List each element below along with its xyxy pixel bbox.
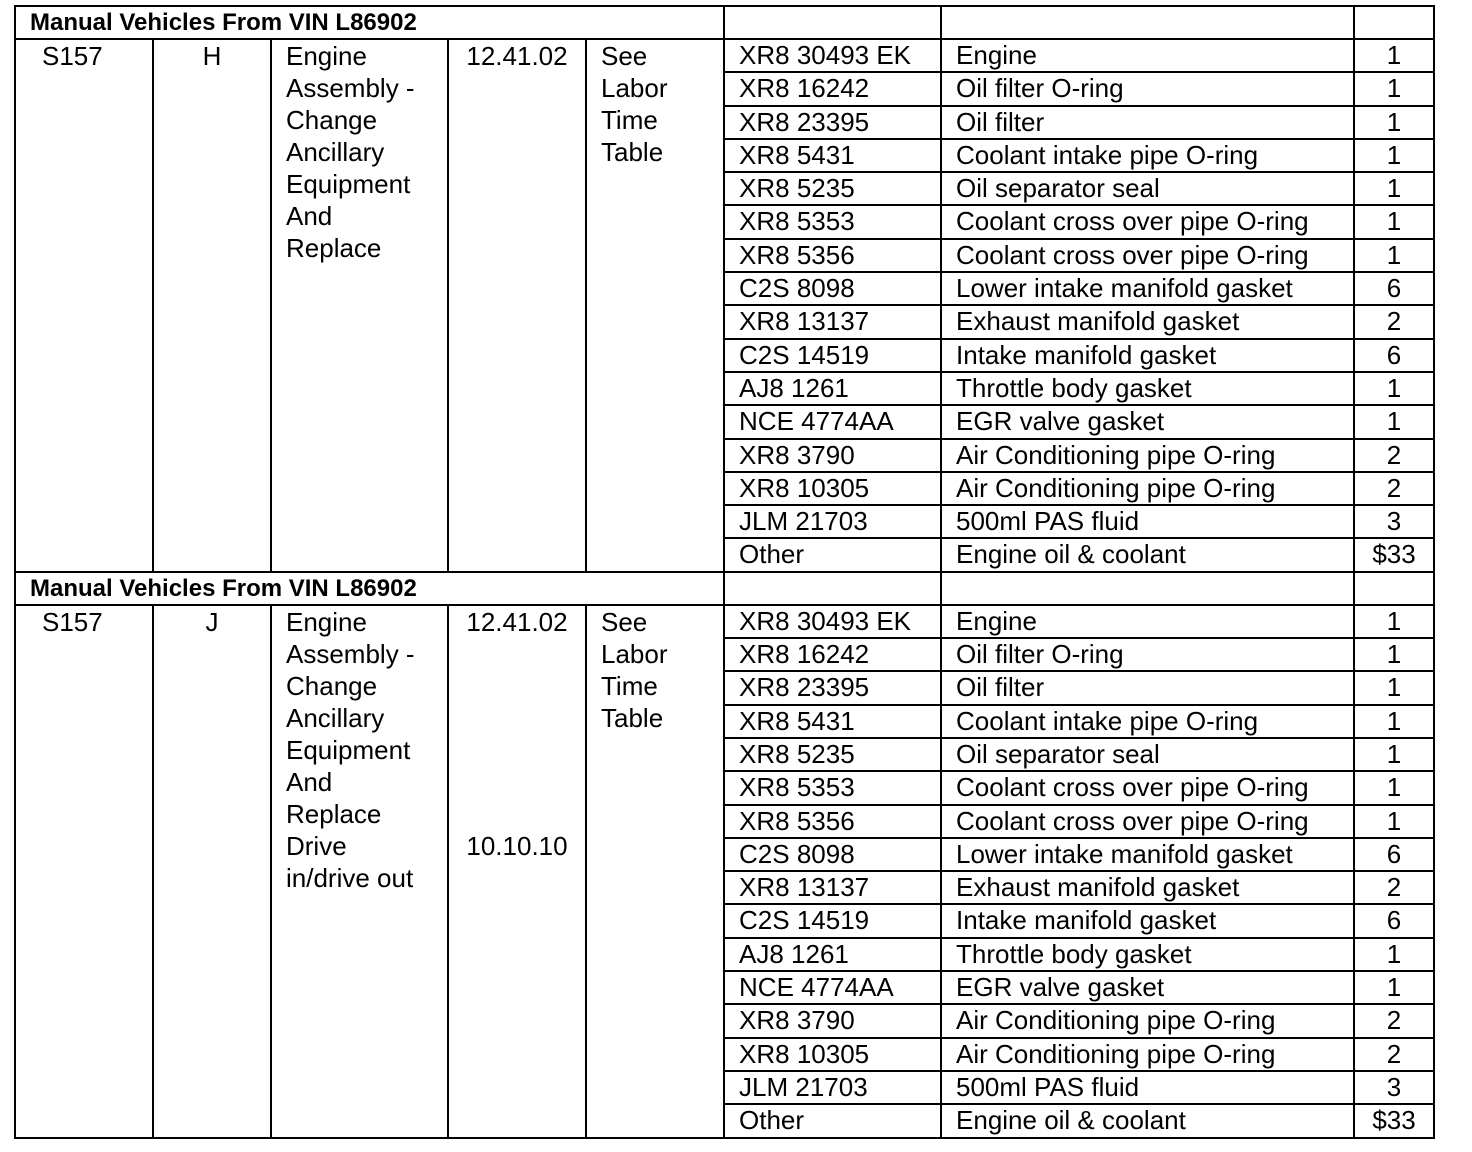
description-line: And [286, 201, 333, 231]
part-name: Lower intake manifold gasket [941, 838, 1354, 871]
labor-line: Labor [601, 638, 668, 669]
part-number: Other [724, 538, 941, 571]
description-line: Assembly - [286, 73, 415, 103]
description-line: Replace [286, 798, 382, 829]
part-quantity: 1 [1354, 971, 1434, 1004]
part-quantity: 1 [1354, 605, 1434, 638]
part-name: Oil filter O-ring [941, 72, 1354, 105]
part-number: AJ8 1261 [724, 938, 941, 971]
part-quantity: 6 [1354, 838, 1434, 871]
version-code: H [153, 39, 271, 572]
part-quantity: 3 [1354, 505, 1434, 538]
part-quantity: 2 [1354, 1004, 1434, 1037]
part-number: XR8 30493 EK [724, 605, 941, 638]
labor-line: Table [601, 137, 664, 167]
part-name: Oil filter [941, 671, 1354, 704]
table-body [15, 6, 1434, 1138]
section-header-row [15, 6, 1434, 39]
description-line: Equipment [286, 734, 411, 765]
part-number: XR8 30493 EK [724, 39, 941, 72]
part-name: Engine oil & coolant [941, 538, 1354, 571]
part-number: XR8 5431 [724, 139, 941, 172]
part-quantity: 6 [1354, 272, 1434, 305]
part-quantity: 1 [1354, 705, 1434, 738]
part-name: Coolant cross over pipe O-ring [941, 771, 1354, 804]
labor-line: Table [601, 702, 664, 733]
part-quantity: 1 [1354, 106, 1434, 139]
part-quantity: 1 [1354, 139, 1434, 172]
part-name: Throttle body gasket [941, 372, 1354, 405]
part-quantity: 1 [1354, 205, 1434, 238]
time-gap [449, 638, 585, 830]
part-quantity: 3 [1354, 1071, 1434, 1104]
part-name: Engine oil & coolant [941, 1104, 1354, 1137]
part-name: Oil separator seal [941, 738, 1354, 771]
blank-cell [941, 572, 1354, 605]
part-quantity: 1 [1354, 72, 1434, 105]
description-line: Assembly - [286, 638, 415, 669]
part-number: XR8 16242 [724, 638, 941, 671]
part-number: XR8 23395 [724, 106, 941, 139]
labor-reference [586, 39, 724, 572]
part-name: Lower intake manifold gasket [941, 272, 1354, 305]
time-code: 12.41.02 [466, 606, 568, 637]
part-number: AJ8 1261 [724, 372, 941, 405]
part-number: XR8 5353 [724, 205, 941, 238]
part-name: 500ml PAS fluid [941, 1071, 1354, 1104]
description-line: Change [286, 105, 378, 135]
part-number: XR8 13137 [724, 305, 941, 338]
part-number: C2S 8098 [724, 272, 941, 305]
part-name: Exhaust manifold gasket [941, 871, 1354, 904]
part-name: EGR valve gasket [941, 405, 1354, 438]
part-quantity: 2 [1354, 305, 1434, 338]
part-number: XR8 13137 [724, 871, 941, 904]
part-quantity: 1 [1354, 172, 1434, 205]
part-name: Oil separator seal [941, 172, 1354, 205]
parts-table [14, 5, 1435, 1139]
part-quantity: 1 [1354, 938, 1434, 971]
part-number: XR8 5431 [724, 705, 941, 738]
part-quantity: 1 [1354, 738, 1434, 771]
part-number: XR8 3790 [724, 1004, 941, 1037]
time-codes [448, 39, 586, 572]
part-name: Intake manifold gasket [941, 339, 1354, 372]
part-quantity: $33 [1354, 1104, 1434, 1137]
part-number: C2S 14519 [724, 339, 941, 372]
description-line: Ancillary [286, 137, 385, 167]
part-number: XR8 5235 [724, 172, 941, 205]
part-name: Coolant cross over pipe O-ring [941, 205, 1354, 238]
part-quantity: 2 [1354, 1038, 1434, 1071]
blank-cell [1354, 572, 1434, 605]
part-number: XR8 5356 [724, 805, 941, 838]
description-line: And [286, 766, 333, 797]
version-code: J [153, 605, 271, 1138]
part-number: XR8 10305 [724, 472, 941, 505]
part-name: Air Conditioning pipe O-ring [941, 1038, 1354, 1071]
blank-cell [941, 6, 1354, 39]
part-number: XR8 5356 [724, 239, 941, 272]
description-line: in/drive out [286, 862, 414, 893]
labor-line: See [601, 41, 648, 71]
blank-cell [724, 572, 941, 605]
part-quantity: $33 [1354, 538, 1434, 571]
part-number: JLM 21703 [724, 505, 941, 538]
description-line: Replace [286, 233, 382, 263]
description-line: Drive [286, 830, 347, 861]
time-code: 10.10.10 [466, 830, 568, 861]
part-quantity: 6 [1354, 339, 1434, 372]
section-header: Manual Vehicles From VIN L86902 [15, 6, 724, 39]
section-header-row [15, 572, 1434, 605]
part-name: Engine [941, 605, 1354, 638]
part-quantity: 1 [1354, 239, 1434, 272]
labor-line: Time [601, 105, 658, 135]
part-number: XR8 5353 [724, 771, 941, 804]
part-name: Air Conditioning pipe O-ring [941, 472, 1354, 505]
blank-cell [1354, 6, 1434, 39]
labor-line: Time [601, 670, 658, 701]
time-codes [448, 605, 586, 1138]
part-name: Coolant cross over pipe O-ring [941, 239, 1354, 272]
part-number: C2S 8098 [724, 838, 941, 871]
part-name: EGR valve gasket [941, 971, 1354, 1004]
part-quantity: 1 [1354, 638, 1434, 671]
part-number: JLM 21703 [724, 1071, 941, 1104]
operation-description [271, 39, 448, 572]
operation-description [271, 605, 448, 1138]
part-name: Exhaust manifold gasket [941, 305, 1354, 338]
labor-line: Labor [601, 73, 668, 103]
part-number: XR8 16242 [724, 72, 941, 105]
part-name: Throttle body gasket [941, 938, 1354, 971]
part-name: Air Conditioning pipe O-ring [941, 1004, 1354, 1037]
part-quantity: 1 [1354, 39, 1434, 72]
labor-reference [586, 605, 724, 1138]
part-quantity: 1 [1354, 805, 1434, 838]
blank-cell [724, 6, 941, 39]
part-name: Engine [941, 39, 1354, 72]
description-line: Ancillary [286, 702, 385, 733]
part-row [15, 605, 1434, 638]
part-quantity: 2 [1354, 472, 1434, 505]
operation-code: S157 [15, 605, 153, 1138]
time-code: 12.41.02 [466, 41, 568, 71]
part-row [15, 39, 1434, 72]
operation-code: S157 [15, 39, 153, 572]
description-line: Engine [286, 41, 367, 71]
part-name: Air Conditioning pipe O-ring [941, 439, 1354, 472]
part-number: C2S 14519 [724, 904, 941, 937]
part-name: Coolant intake pipe O-ring [941, 139, 1354, 172]
part-quantity: 1 [1354, 671, 1434, 704]
part-name: Coolant cross over pipe O-ring [941, 805, 1354, 838]
part-name: Oil filter [941, 106, 1354, 139]
part-number: XR8 3790 [724, 439, 941, 472]
part-quantity: 2 [1354, 871, 1434, 904]
part-number: Other [724, 1104, 941, 1137]
description-line: Engine [286, 606, 367, 637]
part-number: XR8 5235 [724, 738, 941, 771]
part-quantity: 6 [1354, 904, 1434, 937]
part-quantity: 2 [1354, 439, 1434, 472]
part-quantity: 1 [1354, 405, 1434, 438]
part-name: Coolant intake pipe O-ring [941, 705, 1354, 738]
part-number: XR8 10305 [724, 1038, 941, 1071]
part-number: XR8 23395 [724, 671, 941, 704]
part-number: NCE 4774AA [724, 971, 941, 1004]
part-name: Intake manifold gasket [941, 904, 1354, 937]
part-number: NCE 4774AA [724, 405, 941, 438]
part-name: 500ml PAS fluid [941, 505, 1354, 538]
part-name: Oil filter O-ring [941, 638, 1354, 671]
description-line: Change [286, 670, 378, 701]
labor-line: See [601, 606, 648, 637]
description-line: Equipment [286, 169, 411, 199]
part-quantity: 1 [1354, 372, 1434, 405]
part-quantity: 1 [1354, 771, 1434, 804]
section-header: Manual Vehicles From VIN L86902 [15, 572, 724, 605]
